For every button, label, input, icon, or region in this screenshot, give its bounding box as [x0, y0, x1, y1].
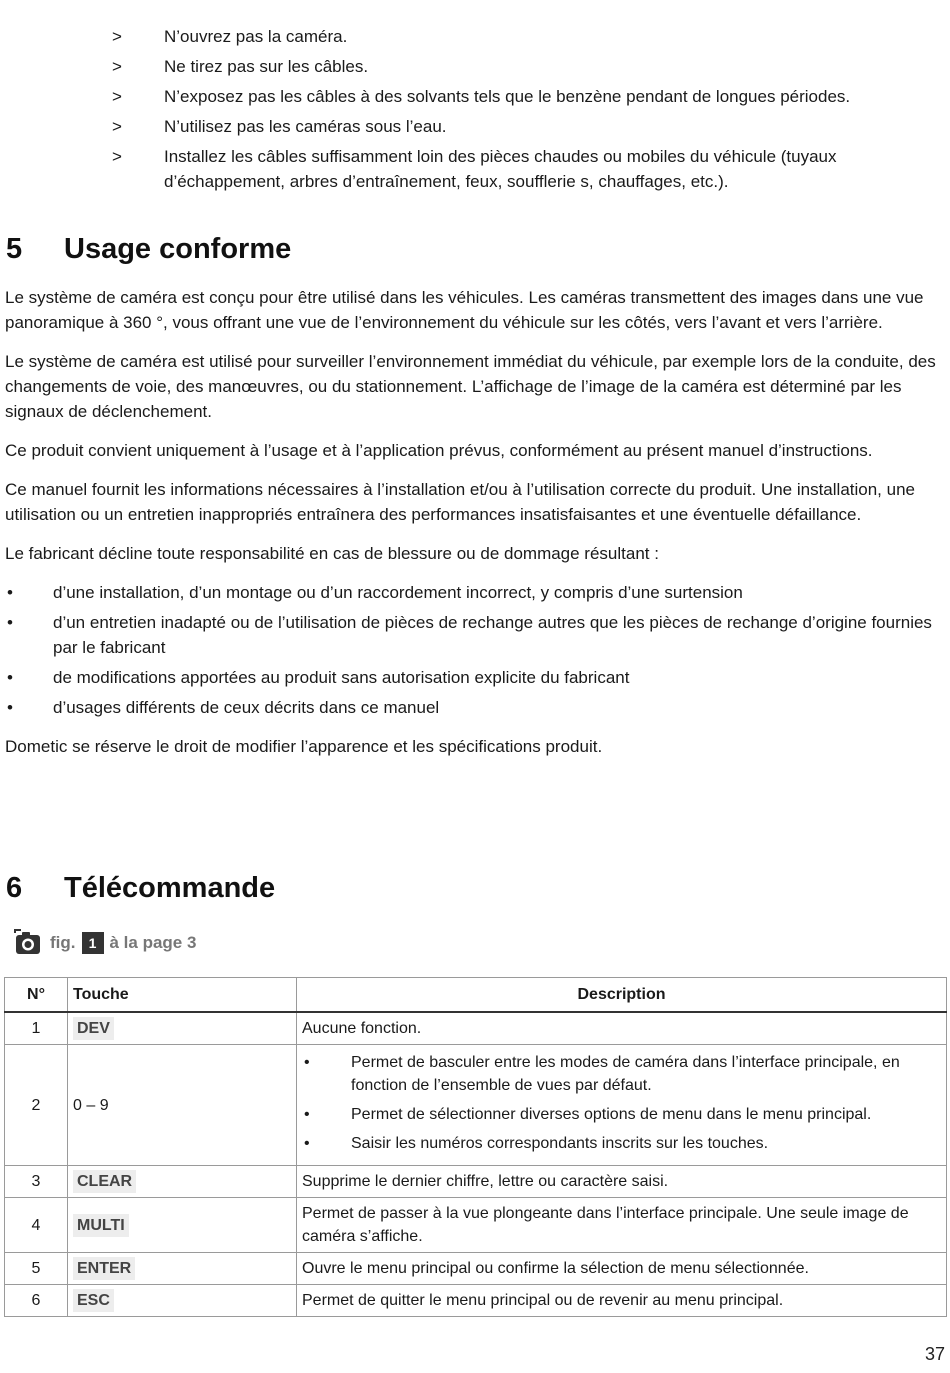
figure-suffix: à la page 3	[109, 933, 197, 952]
table-row	[5, 1166, 947, 1198]
description-cell	[297, 1045, 947, 1166]
key-cell: 0 – 9	[68, 1045, 297, 1166]
table-row	[5, 1253, 947, 1285]
remote-keys-table	[4, 977, 947, 1317]
section-title: Télécommande	[64, 872, 276, 904]
section-number: 6	[6, 872, 23, 904]
column-header-description: Description	[297, 978, 947, 1013]
section-heading-5	[6, 231, 291, 267]
figure-reference[interactable]	[12, 926, 196, 960]
key-cell	[68, 1198, 297, 1253]
section-5-body	[5, 285, 943, 773]
bullet-icon: •	[7, 613, 13, 632]
description-cell: Permet de passer à la vue plongeante dans l’interface principale. Une seule image de caméra s’affiche.	[297, 1198, 947, 1253]
list-item: • Permet de sélectionner diverses options de menu dans le menu principal.	[302, 1103, 941, 1126]
closing-paragraph: Dometic se réserve le droit de modifier l’apparence et les spécifications produit.	[5, 737, 603, 756]
table-row	[5, 1045, 947, 1166]
list-item: • Saisir les numéros correspondants inscrits sur les touches.	[302, 1132, 941, 1155]
list-item: > Ne tirez pas sur les câbles.	[112, 54, 942, 79]
section-heading-6	[6, 870, 275, 906]
row-number: 3	[5, 1166, 68, 1198]
column-header-number: N°	[5, 978, 68, 1013]
key-label: DEV	[73, 1017, 114, 1040]
description-cell: Ouvre le menu principal ou confirme la sélection de menu sélectionnée.	[297, 1253, 947, 1285]
row-number: 6	[5, 1285, 68, 1317]
camera-icon	[12, 928, 42, 958]
figure-number: 1	[82, 932, 104, 954]
list-item: • d’une installation, d’un montage ou d’un raccordement incorrect, y compris d’une surtension	[5, 580, 943, 605]
description-cell: Permet de quitter le menu principal ou de revenir au menu principal.	[297, 1285, 947, 1317]
table-row	[5, 1285, 947, 1317]
key-label: CLEAR	[73, 1170, 136, 1193]
paragraph: Ce produit convient uniquement à l’usage et à l’application prévus, conformément au présent manuel d’instructions.	[5, 441, 873, 460]
key-cell	[68, 1253, 297, 1285]
list-item: > N’ouvrez pas la caméra.	[112, 24, 942, 49]
key-label: MULTI	[73, 1214, 129, 1237]
bullet-icon: •	[304, 1106, 310, 1123]
description-cell: Aucune fonction.	[297, 1012, 947, 1045]
paragraph: Ce manuel fournit les informations nécessaires à l’installation et/ou à l’utilisation correcte du produit. Une installation, une utilisation ou un entretien inappropriés entraînera des performances insatisfaisantes et une éventuelle défaillance.	[5, 480, 915, 524]
row-number: 4	[5, 1198, 68, 1253]
table-row	[5, 1012, 947, 1045]
liability-list	[5, 580, 943, 720]
list-item: • de modifications apportées au produit sans autorisation explicite du fabricant	[5, 665, 943, 690]
paragraph: Le système de caméra est utilisé pour surveiller l’environnement immédiat du véhicule, par exemple lors de la conduite, des changements de voie, des manœuvres, ou du stationnement. L’affichage de l’image de la caméra est déterminé par les signaux de déclenchement.	[5, 352, 936, 421]
list-item: > N’exposez pas les câbles à des solvants tels que le benzène pendant de longues périodes.	[112, 84, 942, 109]
page-number: 37	[924, 1344, 945, 1364]
list-item: > N’utilisez pas les caméras sous l’eau.	[112, 114, 942, 139]
bullet-icon: •	[304, 1135, 310, 1152]
arrow-icon: >	[112, 147, 122, 166]
key-cell	[68, 1285, 297, 1317]
key-label: ESC	[73, 1289, 114, 1312]
paragraph: Le fabricant décline toute responsabilité en cas de blessure ou de dommage résultant :	[5, 544, 659, 563]
bullet-icon: •	[7, 583, 13, 602]
section-title: Usage conforme	[64, 233, 292, 265]
key-cell	[68, 1166, 297, 1198]
description-cell: Supprime le dernier chiffre, lettre ou caractère saisi.	[297, 1166, 947, 1198]
list-item: > Installez les câbles suffisamment loin des pièces chaudes ou mobiles du véhicule (tuyaux d’échappement, arbres d’entraînement, feux, soufflerie s, chauffages, etc.).	[112, 144, 942, 194]
column-header-key: Touche	[68, 978, 297, 1013]
arrow-icon: >	[112, 87, 122, 106]
list-item: • d’usages différents de ceux décrits dans ce manuel	[5, 695, 943, 720]
list-item: • d’un entretien inadapté ou de l’utilisation de pièces de rechange autres que les pièces de rechange d’origine fournies par le fabricant	[5, 610, 943, 660]
bullet-icon: •	[7, 668, 13, 687]
figure-prefix: fig.	[50, 933, 76, 952]
safety-list	[112, 24, 942, 199]
key-cell	[68, 1012, 297, 1045]
row-number: 2	[5, 1045, 68, 1166]
section-number: 5	[6, 233, 23, 265]
key-label: ENTER	[73, 1257, 135, 1280]
bullet-icon: •	[304, 1054, 310, 1071]
list-item: • Permet de basculer entre les modes de caméra dans l’interface principale, en fonction de l’ensemble de vues par défaut.	[302, 1051, 941, 1097]
arrow-icon: >	[112, 57, 122, 76]
table-row	[5, 1198, 947, 1253]
row-number: 1	[5, 1012, 68, 1045]
arrow-icon: >	[112, 27, 122, 46]
row-number: 5	[5, 1253, 68, 1285]
bullet-icon: •	[7, 698, 13, 717]
description-list	[302, 1051, 941, 1155]
arrow-icon: >	[112, 117, 122, 136]
paragraph: Le système de caméra est conçu pour être utilisé dans les véhicules. Les caméras transmettent des images dans une vue panoramique à 360 °, vous offrant une vue de l’environnement du véhicule sur les côtés, vers l’avant et vers l’arrière.	[5, 288, 924, 332]
table-header-row	[5, 978, 947, 1013]
